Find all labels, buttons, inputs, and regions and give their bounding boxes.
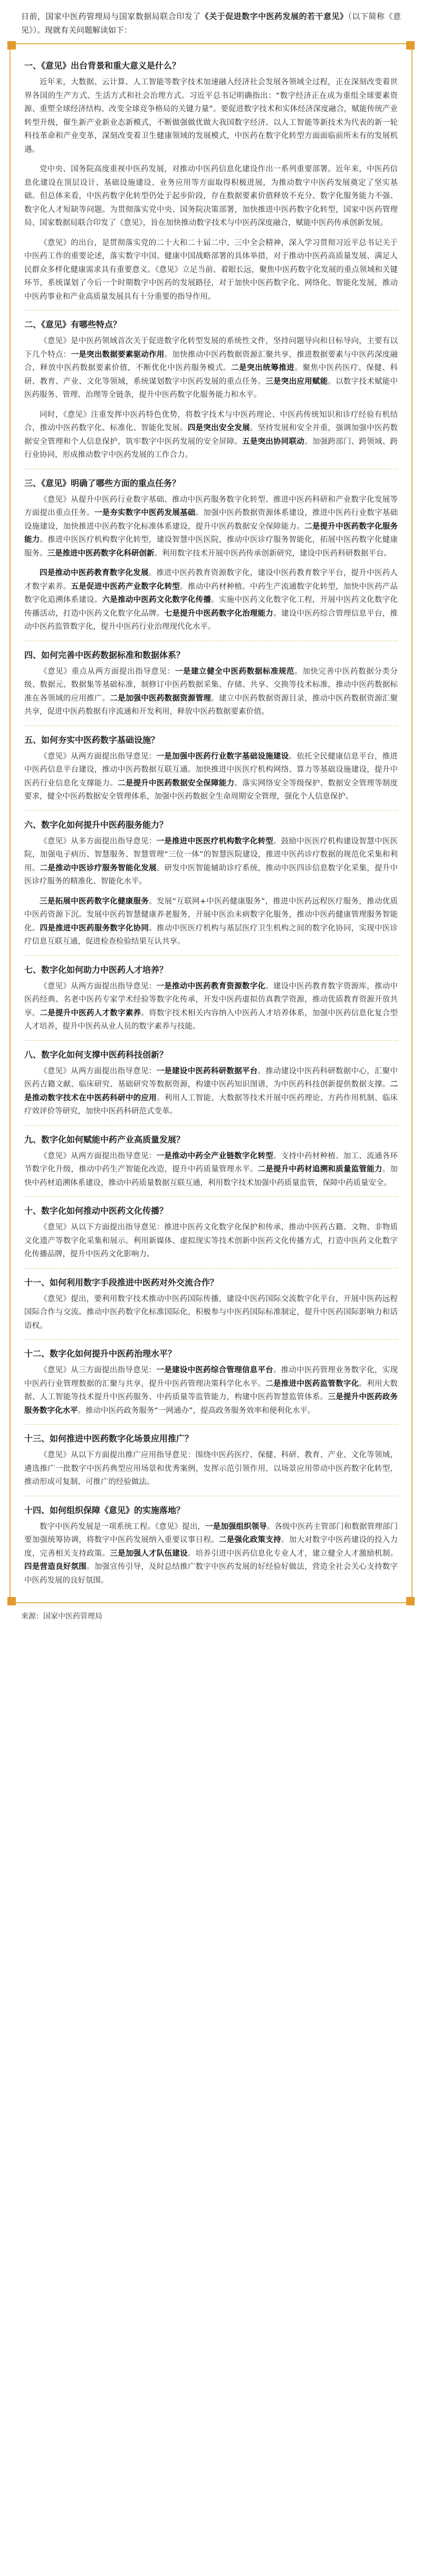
highlighted-phrase: 二是推动数字技术在中医药科研中的应用 (24, 1080, 398, 1102)
highlighted-phrase: 一是推进中医医疗机构数字化转型 (156, 837, 273, 846)
highlighted-phrase: 五是促进中医药产业数字化转型 (71, 582, 180, 591)
qa-section (24, 1204, 398, 1262)
highlighted-phrase: 四是营造良好氛围 (24, 1563, 87, 1571)
qa-section (24, 1432, 398, 1489)
frame-corner-decoration (7, 41, 16, 50)
intro-tail: （以下简称《意见》）。现就有关问题解读如下： (21, 12, 401, 35)
section-paragraph: 《意见》从三方面提出指导意见：一是建设中医药综合管理信息平台。推动中医药管理业务数字化，实现中医药行业管理数据的汇聚与共享，提升中医药管理决策科学化水平。二是推进中医药监管数字化。利用大数据、人工智能等技术提升中医药服务、中药质量等监管能力，构建中医药智慧监管体系。三是提升中医药政务服务数字化水平。推动中医药政务服务“一网通办”，提高政务服务效率和便利化水平。 (24, 1366, 398, 1415)
highlighted-phrase: 三是拓展中医药数字化健康服务 (40, 897, 149, 906)
highlighted-phrase: 四是推动中医药教育数字化发展 (40, 569, 149, 577)
highlighted-phrase: 一是建立健全中医药数据标准规范 (175, 667, 295, 676)
highlighted-phrase: 二是突出统筹推进 (231, 364, 295, 372)
section-paragraph: 三是拓展中医药数字化健康服务。发展“互联网+中医药健康服务”，推进中医药远程医疗服务，推动优质中医药资源下沉。发展中医药智慧健康养老服务，开展中医治未病数字化服务，推动中医药健康管理服务智能化。四是推进中医药服务数字化协同。推动中医医疗机构与基层医疗卫生机构之间的数字化协同，实现中医诊疗信息互联互通，促进检查检验结果互认共享。 (24, 897, 398, 946)
qa-section (24, 1504, 398, 1588)
section-title: 七、数字化如何助力中医药人才培养？ (24, 964, 168, 975)
qa-section (24, 1276, 398, 1333)
highlighted-phrase: 四是推进中医药服务数字化协同 (40, 924, 149, 933)
qa-section (24, 648, 398, 719)
section-title: 一、《意见》出台背景和重大意义是什么？ (24, 61, 181, 71)
highlighted-phrase: 二是提升中医药数据安全保障能力 (118, 779, 235, 788)
qa-section (24, 963, 398, 1034)
section-paragraph: 四是推动中医药教育数字化发展。推进中医药教育资源数字化，建设中医药教育数字平台，提升中医药人才数字素养。五是促进中医药产业数字化转型。推动中药材种植、中药生产流通数字化转型，加快中医药产品数字化追溯体系建设。六是推动中医药文化数字化传播。实施中医药文化数字化工程，开展中医药文化数字化传播活动，打造中医药文化数字化品牌。七是提升中医药数字化治理能力。建设中医药综合管理信息平台，推动中医药监管数字化，提升中医药行业治理现代化水平。 (24, 569, 398, 631)
content-frame (9, 43, 413, 1603)
highlighted-phrase: 二是加强中医药数据资源管理 (110, 694, 212, 703)
section-divider (24, 1424, 398, 1425)
qa-section (24, 1133, 398, 1190)
section-paragraph: 《意见》提出，要利用数字技术推动中医药国际传播，建设中医药国际交流数字化平台，开展中医药远程国际合作与交流。推动中医药数字化标准国际化，积极参与中医药国际标准制定，提升中医药国际影响力和话语权。 (24, 1294, 398, 1330)
highlighted-phrase: 三是推进中医药数字化科研创新 (47, 549, 155, 558)
qa-section (24, 733, 398, 804)
article-intro (0, 0, 422, 40)
frame-corner-decoration (406, 41, 415, 50)
qa-section (24, 477, 398, 634)
highlighted-phrase: 二是推进中医药监管数字化 (265, 1379, 359, 1388)
highlighted-phrase: 三是加强人才队伍建设 (110, 1549, 188, 1558)
section-paragraph: 《意见》从两方面提出指导意见：一是加强中医药行业数字基础设施建设。依托全民健康信息平台，推进中医药信息平台建设，推动中医药数据互联互通。加快推进中医医疗机构网络、算力等基础设施建设，提升中医药行业信息化支撑能力。二是提升中医药数据安全保障能力。落实网络安全等级保护、数据安全管理等制度要求，健全中医药数据安全管理体系，加强中医药数据全生命周期安全管理，强化个人信息保护。 (24, 752, 398, 801)
source-name: 国家中医药管理局 (43, 1612, 102, 1621)
section-title: 十四、如何组织保障《意见》的实施落地？ (24, 1505, 185, 1515)
section-title: 十一、如何利用数字手段推进中医药对外交流合作？ (24, 1277, 219, 1287)
section-divider (24, 1196, 398, 1197)
highlighted-phrase: 一是建设中医药综合管理信息平台 (156, 1366, 273, 1374)
highlighted-phrase: 一是加强组织领导 (205, 1522, 267, 1531)
section-paragraph: 《意见》从以下方面提出指导意见：推进中医药文化数字化保护和传承，推动中医药古籍、文物、非物质文化遗产等数字化采集和展示。利用新媒体、虚拟现实等技术创新中医药文化传播方式，打造中医药文化数字化传播品牌，提升中医药文化影响力。 (24, 1223, 398, 1258)
section-paragraph: 党中央、国务院高度重视中医药发展，对推动中医药信息化建设作出一系列重要部署。近年来，中医药信息化建设在顶层设计、基础设施建设、业务应用等方面取得积极进展，为推动数字中医药发展奠定了坚实基础。但总体来看，中医药数字化转型仍处于起步阶段，存在数据要素价值释放不充分、数字化服务能力不强、数字化人才短缺等问题。为贯彻落实党中央、国务院决策部署，加快推进中医药数字化转型，国家中医药管理局、国家数据局联合印发了《意见》，旨在加快推动数字技术与中医药深度融合，赋能中医药传承创新发展。 (24, 165, 398, 227)
highlighted-phrase: 一是推动中药全产业链数字化转型 (156, 1151, 273, 1160)
highlighted-phrase: 一是建设中医药科研数据平台 (156, 1067, 258, 1076)
section-title: 三、《意见》明确了哪些方面的重点任务？ (24, 478, 181, 488)
section-paragraph: 《意见》重点从两方面提出指导意见：一是建立健全中医药数据标准规范。加快完善中医药数据分类分级、数据元、数据集等基础标准，制修订中医药数据采集、存储、共享、交换等技术标准，推动中医药数据标准在各领域的应用推广。二是加强中医药数据资源管理。建立中医药数据资源目录，推动中医药数据资源汇聚共享，促进中医药数据有序流通和开发利用，释放中医药数据要素价值。 (24, 667, 398, 716)
section-divider (24, 1040, 398, 1041)
highlighted-phrase: 一是推动中医药教育资源数字化 (156, 982, 266, 991)
highlighted-phrase: 六是推动中医药文化数字化传播 (102, 596, 212, 604)
highlighted-phrase: 二是提升中药材追溯和质量监管能力 (257, 1165, 382, 1174)
section-title: 四、如何完善中医药数据标准和数据体系？ (24, 650, 185, 660)
section-paragraph: 《意见》从多方面提出指导意见：一是推进中医医疗机构数字化转型。鼓励中医医疗机构建设智慧中医医院，加强电子病历、智慧服务、智慧管理“三位一体”的智慧医院建设，推进中医药诊疗数据的规范化采集和利用。二是推动中医诊疗服务智能化发展。研发中医智能辅助诊疗系统，推动中医四诊信息数字化采集，提升中医诊疗服务的精准化、智能化水平。 (24, 837, 398, 886)
qa-sections (24, 59, 398, 1587)
section-paragraph: 《意见》的出台，是贯彻落实党的二十大和二十届二中、三中全会精神，深入学习贯彻习近平总书记关于中医药工作的重要论述，落实数字中国、健康中国战略部署的具体举措，对于推动中医药高质量发展、满足人民群众多样化健康需求具有重要意义。《意见》立足当前、着眼长远，聚焦中医药数字化发展的重点领域和关键环节，系统谋划了今后一个时期数字中医药的发展路径，对于加快中医药数字化、网络化、智能化发展，推动中医药事业和产业高质量发展具有十分重要的指导作用。 (24, 238, 398, 301)
source-label: 来源： (21, 1612, 43, 1621)
qa-section (24, 818, 398, 949)
qa-section (24, 1347, 398, 1418)
section-paragraph: 近年来，大数据、云计算、人工智能等数字技术加速融入经济社会发展各领域全过程，正在深刻改变着世界各国的生产方式、生活方式和社会治理方式。习近平总书记明确指出：“数字经济正在成为重组全球要素资源、重塑全球经济结构、改变全球竞争格局的关键力量”。要促进数字技术和实体经济深度融合，赋能传统产业转型升级，催生新产业新业态新模式，不断做强做优做大我国数字经济。以人工智能等新技术为代表的新一轮科技革命和产业变革，深刻改变着卫生健康领域的发展模式，中医药在数字化转型方面面临前所未有的发展机遇。 (24, 78, 398, 154)
qa-section (24, 1048, 398, 1119)
section-title: 八、数字化如何支撑中医药科技创新？ (24, 1049, 168, 1060)
section-divider (24, 1125, 398, 1126)
highlighted-phrase: 七是提升中医药数字化治理能力 (164, 609, 274, 618)
section-paragraph: 《意见》从以下方面提出推广应用指导意见：围绕中医药医疗、保健、科研、教育、产业、文化等领域，遴选推广一批数字中医药典型应用场景和优秀案例，发挥示范引领作用，以场景应用带动中医药数字化转型，推动形成可复制、可推广的经验做法。 (24, 1451, 398, 1486)
highlighted-phrase: 二是提升中医药数字化服务能力 (24, 522, 398, 544)
section-title: 十三、如何推进中医药数字化场景应用推广？ (24, 1434, 194, 1444)
section-title: 二、《意见》有哪些特点？ (24, 319, 122, 330)
section-paragraph: 《意见》从两方面提出指导意见：一是推动中医药教育资源数字化。建设中医药教育数字资源库，推动中医药经典、名老中医药专家学术经验等数字化传承，开发中医药虚拟仿真教学资源，推动优质教育资源开放共享。二是提升中医药人才数字素养。将数字技术相关内容纳入中医药人才培养体系，加强中医药信息化复合型人才培养，提升中医药从业人员的数字素养与技能。 (24, 982, 398, 1031)
section-title: 六、数字化如何提升中医药服务能力？ (24, 819, 168, 830)
section-paragraph: 《意见》从提升中医药行业数字基础、推动中医药服务数字化转型、推进中医药科研和产业数字化发展等方面提出重点任务。一是夯实数字中医药发展基础。加强中医药数据资源体系建设，推进中医药行业数字基础设施建设，加快推进中医药数字化标准体系建设，提升中医药数据安全保障能力。二是提升中医药数字化服务能力。推进中医医疗机构数字化转型，建设智慧中医医院，推动中医诊疗服务智能化，拓展中医药数字化健康服务。三是推进中医药数字化科研创新。利用数字技术开展中医药传承创新研究，建设中医药科研数据平台。 (24, 495, 398, 558)
frame-corner-decoration (406, 1597, 415, 1605)
article-source (0, 1603, 422, 1622)
section-divider (24, 810, 398, 811)
section-paragraph: 数字中医药发展是一项系统工程。《意见》提出，一是加强组织领导。各级中医药主管部门和数据管理部门要加强统筹协调，将数字中医药发展纳入重要议事日程。二是强化政策支持。加大对数字中医药建设的投入力度，完善相关支持政策。三是加强人才队伍建设。培养引进中医药信息化专业人才，建立健全人才激励机制。四是营造良好氛围。加强宣传引导，及时总结推广数字中医药发展的好经验好做法，营造全社会关心支持数字中医药发展的良好氛围。 (24, 1522, 398, 1585)
highlighted-phrase: 二是提升中医药人才数字素养 (40, 1009, 141, 1018)
section-paragraph: 《意见》从两方面提出指导意见：一是建设中医药科研数据平台。推动建设中医药科研数据中心，汇聚中医药古籍文献、临床研究、基础研究等数据资源，构建中医药知识图谱，为中医药科技创新提供数据支撑。二是推动数字技术在中医药科研中的应用。利用人工智能、大数据等技术开展中医药理论、方药作用机制、临床疗效评价等研究，加快中医药科研范式变革。 (24, 1067, 398, 1116)
intro-lead: 日前，国家中医药管理局与国家数据局联合印发了 (21, 12, 201, 21)
section-divider (24, 725, 398, 726)
highlighted-phrase: 三是提升中医药政务服务数字化水平 (24, 1393, 398, 1415)
section-paragraph: 《意见》是中医药领域首次关于促进数字化转型发展的系统性文件，坚持问题导向和目标导向，主要有以下几个特点：一是突出数据要素驱动作用。加快推动中医药数据资源汇聚共享，推进数据要素与中医药深度融合，释放中医药数据要素价值，不断优化中医药服务模式。二是突出统筹推进。聚焦中医药医疗、保健、科研、教育、产业、文化等领域，系统谋划数字中医药发展的重点任务。三是突出应用赋能。以数字技术赋能中医药服务、管理、治理等全链条，提升中医药数字化服务能力和水平。 (24, 337, 398, 399)
section-title: 十二、数字化如何提升中医药治理水平？ (24, 1349, 177, 1359)
section-paragraph: 《意见》从两方面提出指导意见：一是推动中药全产业链数字化转型。支持中药材种植、加工、流通各环节数字化升级，推动中药生产智能化改造，提升中药质量管理水平。二是提升中药材追溯和质量监管能力。加快中药材追溯体系建设，推动中药质量数据互联互通，利用数字技术加强中药质量监管，保障中药质量安全。 (24, 1151, 398, 1187)
section-title: 五、如何夯实中医药数字基础设施？ (24, 734, 160, 745)
highlighted-phrase: 四是突出安全发展 (187, 424, 250, 432)
section-divider (24, 1339, 398, 1340)
highlighted-phrase: 二是推动中医诊疗服务智能化发展 (40, 864, 157, 873)
highlighted-phrase: 一是突出数据要素驱动作用 (71, 350, 165, 359)
intro-document-title: 《关于促进数字中医药发展的若干意见》 (200, 12, 348, 21)
section-title: 九、数字化如何赋能中药产业高质量发展？ (24, 1134, 185, 1145)
highlighted-phrase: 五是突出协同联动 (242, 437, 305, 446)
section-divider (24, 310, 398, 311)
highlighted-phrase: 三是突出应用赋能 (265, 377, 328, 386)
highlighted-phrase: 二是强化政策支持 (218, 1536, 281, 1544)
section-paragraph: 同时，《意见》注重发挥中医药特色优势，将数字技术与中医药理论、中医药传统知识和诊疗经验有机结合，推动中医药数字化、标准化、智能化发展。四是突出安全发展。坚持发展和安全并重，强调加强中医药数据安全管理和个人信息保护，筑牢数字中医药发展的安全屏障。五是突出协同联动。加强跨部门、跨领域、跨行业协同，形成推动数字中医药发展的工作合力。 (24, 410, 398, 459)
qa-section (24, 318, 398, 462)
highlighted-phrase: 一是加强中医药行业数字基础设施建设 (156, 752, 289, 761)
qa-section (24, 59, 398, 304)
frame-corner-decoration (7, 1597, 16, 1605)
highlighted-phrase: 一是夯实数字中医药发展基础 (94, 509, 196, 517)
section-title: 十、数字化如何推动中医药文化传播？ (24, 1206, 168, 1216)
section-divider (24, 955, 398, 956)
